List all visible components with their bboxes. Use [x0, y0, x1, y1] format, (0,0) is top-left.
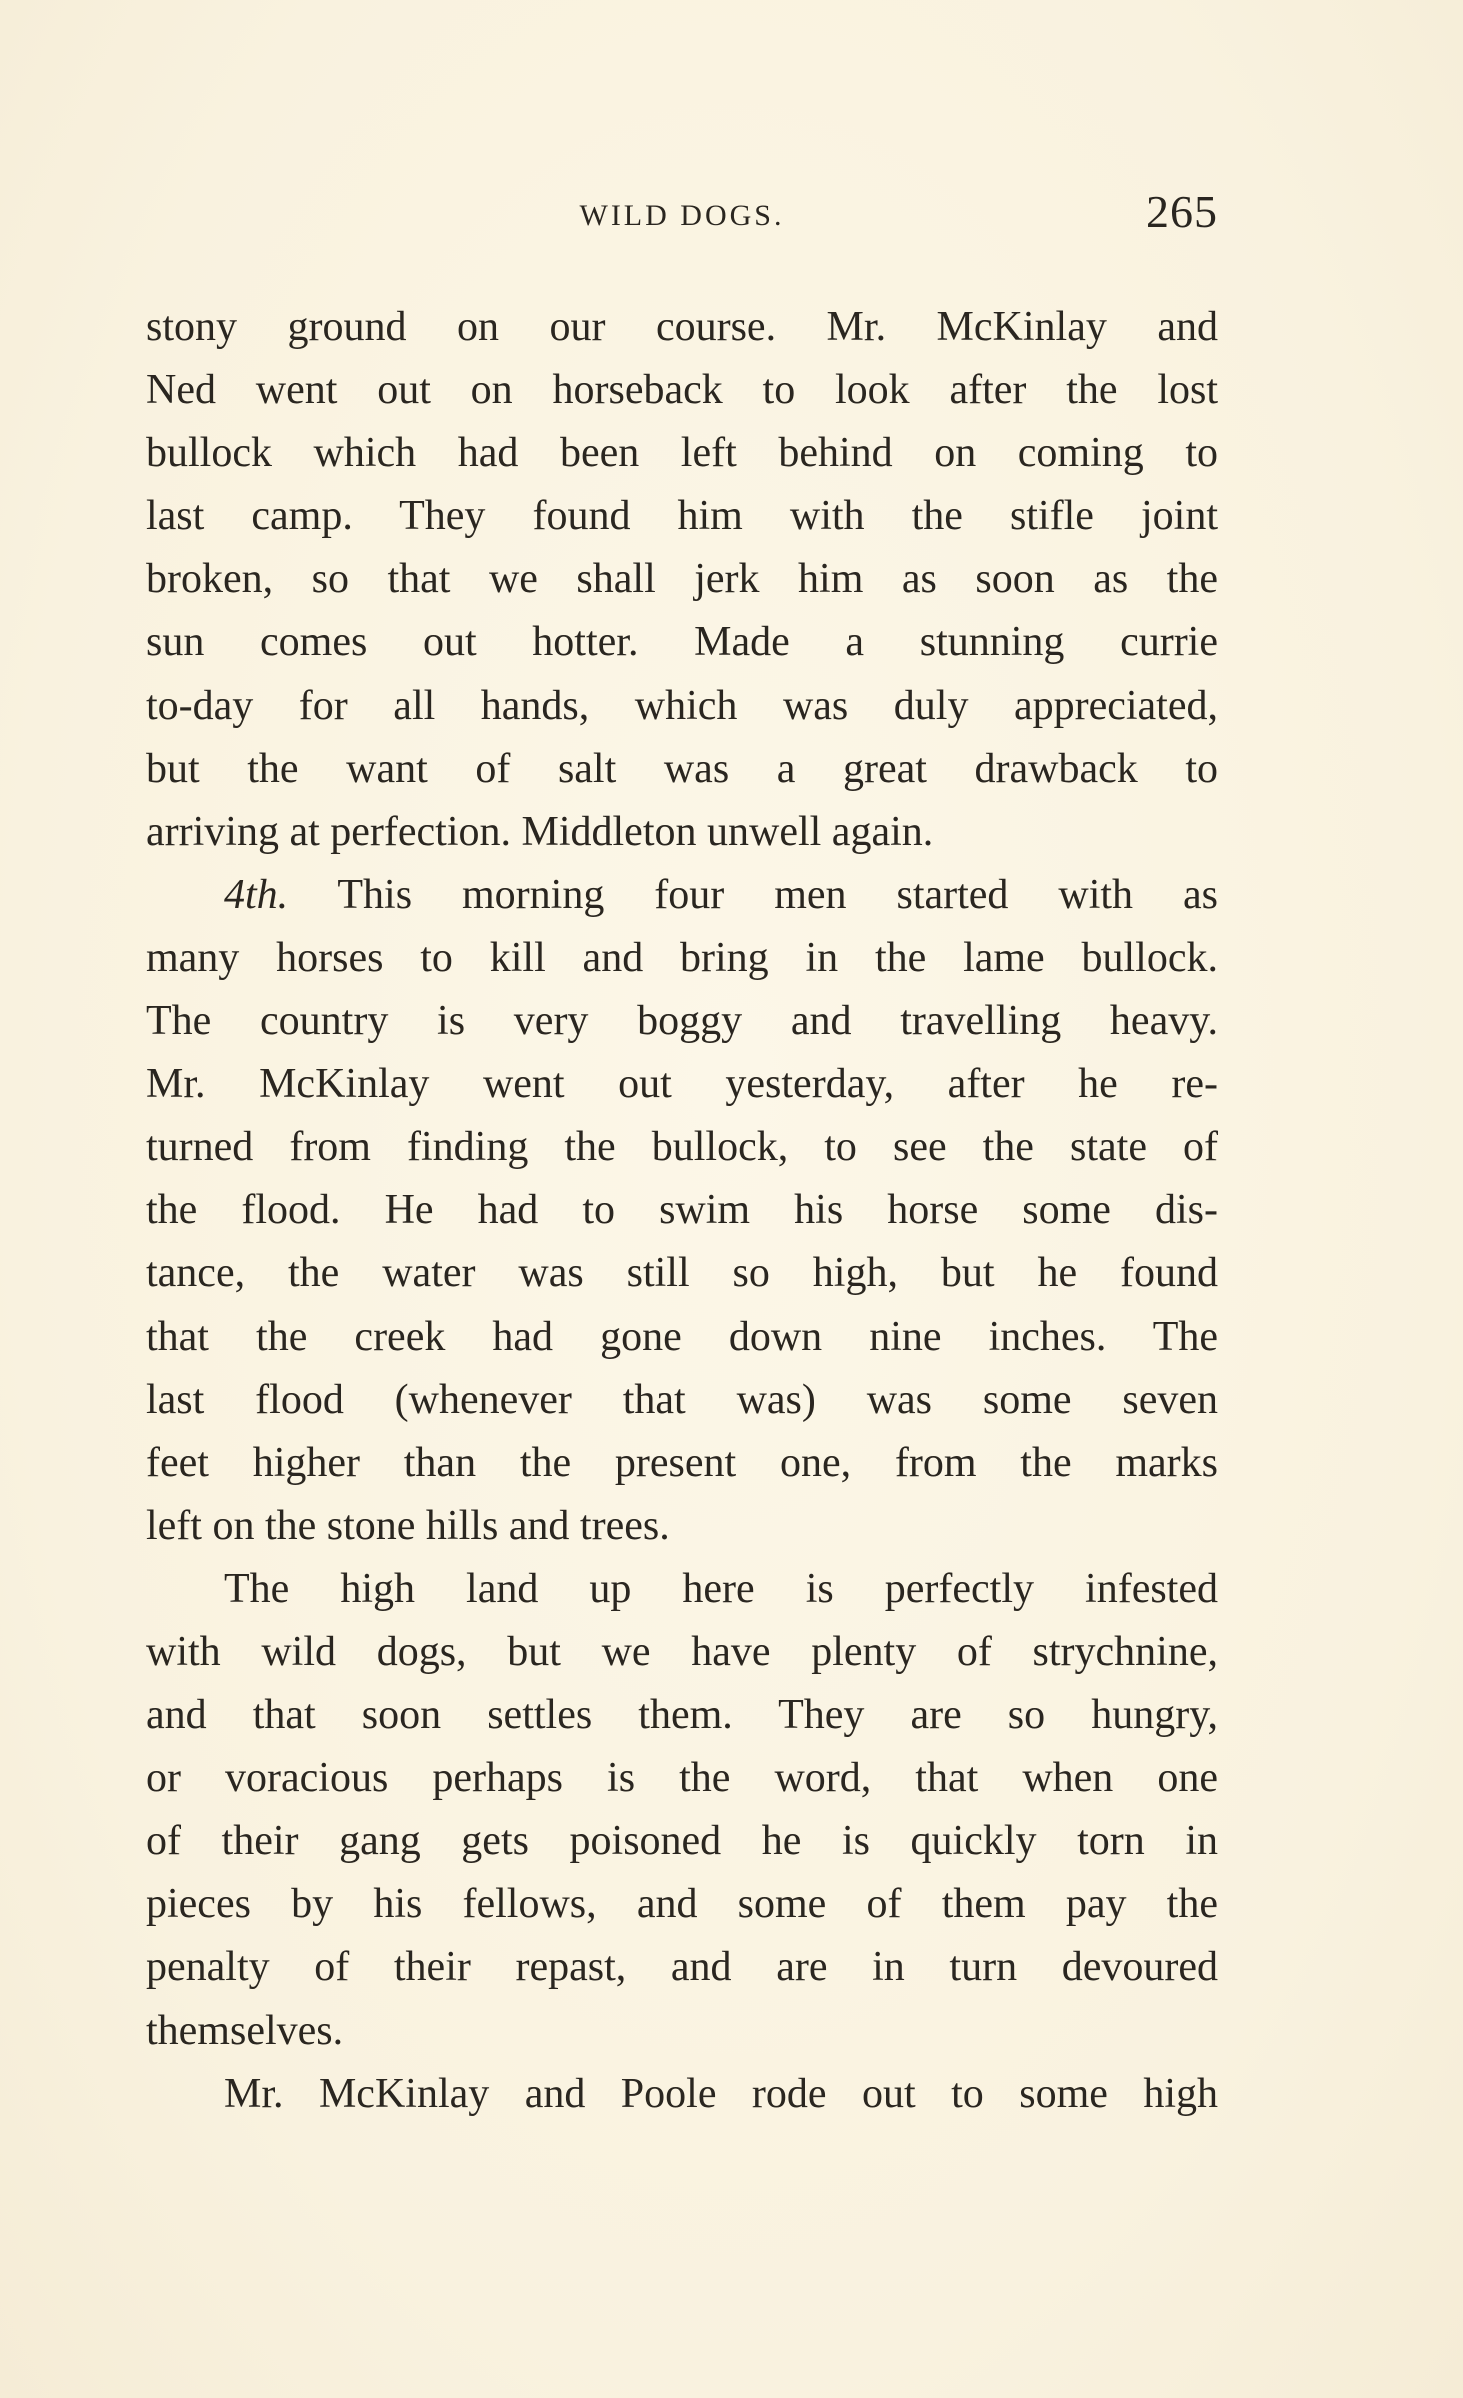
- text-line: arriving at perfection. Middleton unwell again.: [146, 808, 934, 855]
- text-line: the flood. He had to swim his horse some dis-: [146, 1187, 1218, 1234]
- text-line: Ned went out on horseback to look after the lost: [146, 367, 1218, 414]
- page-number: 265: [1146, 186, 1218, 237]
- text-line: or voracious perhaps is the word, that when one: [146, 1755, 1218, 1802]
- page-header: [146, 185, 1218, 245]
- text-line: sun comes out hotter. Made a stunning currie: [146, 619, 1218, 666]
- text-line: left on the stone hills and trees.: [146, 1502, 670, 1549]
- text-line: The country is very boggy and travelling heavy.: [146, 998, 1218, 1045]
- text-line: broken, so that we shall jerk him as soon as the: [146, 556, 1218, 603]
- text-line: Mr. McKinlay went out yesterday, after he re-: [146, 1061, 1218, 1108]
- text-line: penalty of their repast, and are in turn devoured: [146, 1944, 1218, 1991]
- text-line: and that soon settles them. They are so hungry,: [146, 1692, 1218, 1739]
- text-line: but the want of salt was a great drawback to: [146, 745, 1218, 792]
- text-line: bullock which had been left behind on coming to: [146, 430, 1218, 477]
- text-line: stony ground on our course. Mr. McKinlay and: [146, 304, 1218, 350]
- text-line: of their gang gets poisoned he is quickly torn in: [146, 1818, 1218, 1865]
- body-text: [146, 296, 1218, 2126]
- text-line: feet higher than the present one, from the marks: [146, 1439, 1218, 1486]
- text-line: themselves.: [146, 2007, 344, 2054]
- text-line: 4th. This morning four men started with as: [224, 871, 1218, 918]
- text-line: last camp. They found him with the stifle joint: [146, 493, 1218, 540]
- text-line: The high land up here is perfectly infested: [224, 1565, 1218, 1612]
- text-line: tance, the water was still so high, but he found: [146, 1250, 1218, 1297]
- text-line: with wild dogs, but we have plenty of strychnine,: [146, 1628, 1218, 1675]
- text-line: pieces by his fellows, and some of them pay the: [146, 1881, 1218, 1928]
- text-line: that the creek had gone down nine inches. The: [146, 1313, 1218, 1360]
- text-line: many horses to kill and bring in the lame bullock.: [146, 934, 1218, 981]
- text-line: to-day for all hands, which was duly appreciated,: [146, 682, 1218, 729]
- running-title: WILD DOGS.: [579, 199, 785, 232]
- text-line: Mr. McKinlay and Poole rode out to some high: [224, 2070, 1218, 2117]
- text-line: last flood (whenever that was) was some seven: [146, 1376, 1218, 1423]
- date-marker: 4th.: [224, 871, 289, 918]
- text-line: turned from finding the bullock, to see the state of: [146, 1124, 1218, 1171]
